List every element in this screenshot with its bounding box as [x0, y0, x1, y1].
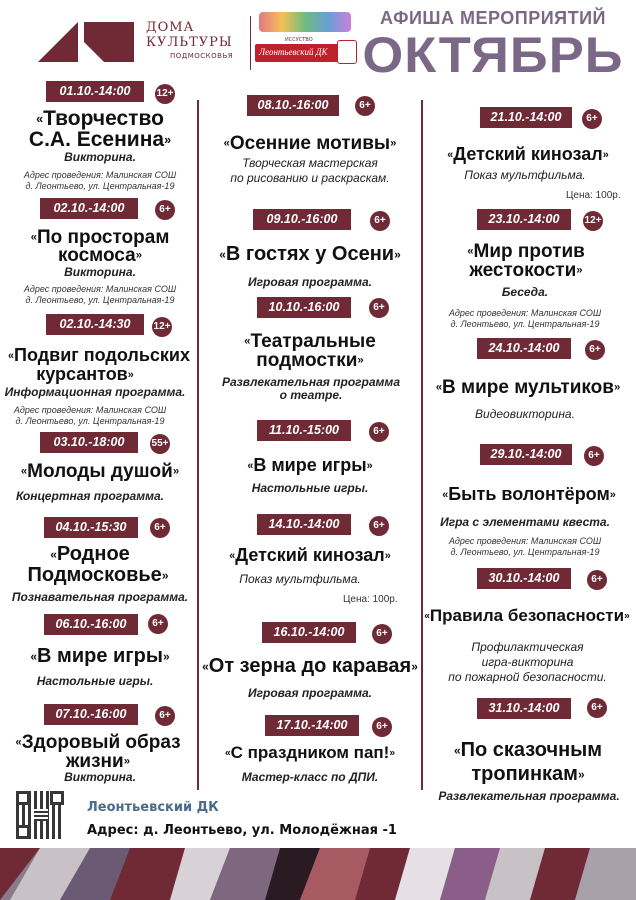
event-address-line2: д. Леонтьево, ул. Центральная-19: [25, 181, 175, 191]
footer-venue: Леонтьевский ДК: [87, 800, 219, 815]
age-rating: 6+: [582, 109, 602, 129]
age-rating: 6+: [369, 298, 389, 318]
footer-address: Адрес: д. Леонтьево, ул. Молодёжная -1: [87, 823, 397, 838]
event-title: «По просторам: [30, 227, 170, 248]
event-title-line2: жизни»: [65, 751, 131, 772]
event-date: 01.10.-14:00: [46, 81, 144, 102]
event-title: «В гостях у Осени»: [219, 243, 401, 265]
age-rating: 6+: [150, 518, 170, 538]
age-rating: 6+: [148, 614, 168, 634]
event-title-line2: подмостки»: [256, 350, 364, 371]
event-title-line2: тропинкам»: [471, 763, 585, 785]
poster-subtitle: АФИША МЕРОПРИЯТИЙ: [380, 8, 606, 28]
event-date: 14.10.-14:00: [257, 514, 351, 535]
age-rating: 6+: [369, 516, 389, 536]
event-date: 03.10.-18:00: [40, 432, 138, 453]
age-rating: 12+: [152, 317, 172, 337]
event-description: Развлекательная программа: [221, 375, 400, 389]
event-description: Творческая мастерская: [242, 156, 378, 170]
event-title: «Осенние мотивы»: [223, 133, 397, 154]
event-date: 17.10.-14:00: [265, 715, 359, 736]
event-address: Адрес проведения: Малинская СОШ: [23, 170, 177, 180]
event-title: «Здоровый образ: [15, 732, 181, 753]
event-description: Информационная программа.: [4, 385, 186, 399]
qr-code-icon[interactable]: [16, 791, 64, 839]
event-title: «Родное: [50, 543, 130, 565]
event-description: Игровая программа.: [247, 275, 373, 289]
event-description: Видеовикторина.: [475, 407, 575, 421]
event-description: Игровая программа.: [247, 686, 373, 700]
header: [0, 0, 636, 86]
event-description: Познавательная программа.: [11, 590, 189, 604]
logo-text-doma: ДОМА: [146, 20, 195, 35]
event-title-line2: курсантов»: [36, 364, 134, 384]
event-date: 24.10.-14:00: [477, 338, 571, 359]
event-title: «В мире игры»: [30, 645, 170, 667]
age-rating: 6+: [155, 706, 175, 726]
logo-text-kultury: КУЛЬТУРЫ: [146, 35, 233, 50]
event-description-line3: по пожарной безопасности.: [448, 670, 607, 684]
event-title: «В мире игры»: [247, 455, 373, 475]
event-date: 10.10.-16:00: [257, 297, 351, 318]
event-description: Викторина.: [64, 265, 136, 279]
event-description-line2: о театре.: [279, 388, 343, 402]
event-title: «В мире мультиков»: [435, 377, 621, 398]
age-rating: 6+: [372, 624, 392, 644]
event-title-line2: С.А. Есенина»: [28, 128, 172, 151]
event-address: Адрес проведения: Малинская СОШ: [448, 308, 602, 318]
event-description: Показ мультфильма.: [239, 572, 361, 586]
event-date: 02.10.-14:30: [46, 314, 144, 335]
logo-text-podmoskovya: ПОДМОСКОВЬЯ: [170, 52, 234, 60]
event-date: 06.10.-16:00: [44, 614, 138, 635]
event-title-line2: жестокости»: [469, 260, 583, 281]
event-address: Адрес проведения: Малинская СОШ: [448, 536, 602, 546]
event-title: «Молоды душой»: [20, 461, 180, 482]
age-rating: 6+: [587, 698, 607, 718]
event-price: Цена: 100р.: [566, 190, 621, 201]
age-rating: 6+: [587, 570, 607, 590]
event-description: Беседа.: [501, 285, 549, 299]
event-address-line2: д. Леонтьево, ул. Центральная-19: [450, 319, 600, 329]
age-rating: 12+: [155, 84, 175, 104]
event-description: Профилактическая: [471, 640, 584, 654]
geometric-pattern-icon: [0, 848, 636, 900]
event-date: 29.10.-14:00: [480, 444, 572, 465]
event-title: «Театральные: [244, 331, 376, 352]
event-title: «Детский кинозал»: [229, 545, 391, 565]
event-title: «Мир против: [467, 241, 585, 262]
event-address: Адрес проведения: Малинская СОШ: [23, 284, 177, 294]
event-description-line2: игра-викторина: [481, 655, 574, 669]
age-rating: 6+: [355, 96, 375, 116]
column-divider-left: [197, 100, 199, 790]
age-rating: 55+: [150, 434, 170, 454]
age-rating: 6+: [372, 717, 392, 737]
leontievsky-dk-badge: [255, 12, 355, 72]
badge-art-strip: [259, 12, 351, 32]
event-address: Адрес проведения: Малинская СОШ: [13, 405, 167, 415]
event-title: «От зерна до каравая»: [202, 655, 418, 677]
badge-top-text: ИССУСТВО: [285, 37, 313, 43]
event-title-line2: Подмосковье»: [27, 564, 169, 586]
event-title: «Подвиг подольских: [8, 345, 190, 365]
event-description: Развлекательная программа.: [438, 789, 620, 803]
event-date: 09.10.-16:00: [253, 209, 351, 230]
event-date: 16.10.-14:00: [262, 622, 356, 643]
event-date: 30.10.-14:00: [477, 568, 571, 589]
poster-month-title: ОКТЯБРЬ: [362, 27, 624, 83]
event-date: 08.10.-16:00: [247, 95, 339, 116]
event-description: Мастер-класс по ДПИ.: [241, 770, 379, 784]
event-description: Показ мультфильма.: [464, 168, 586, 182]
event-description: Настольные игры.: [36, 674, 154, 688]
decorative-band: [0, 848, 636, 900]
event-date: 04.10.-15:30: [44, 517, 138, 538]
age-rating: 6+: [585, 340, 605, 360]
age-rating: 6+: [369, 422, 389, 442]
event-description: Викторина.: [64, 770, 136, 784]
event-title: «Правила безопасности»: [424, 606, 630, 625]
event-title-line2: космоса»: [57, 245, 143, 266]
event-title: «Быть волонтёром»: [442, 484, 616, 504]
event-date: 21.10.-14:00: [480, 107, 572, 128]
age-rating: 6+: [370, 211, 390, 231]
event-title: «По сказочным: [453, 739, 603, 761]
event-title: «Творчество: [36, 107, 164, 130]
event-address-line2: д. Леонтьево, ул. Центральная-19: [450, 547, 600, 557]
event-description: Викторина.: [64, 150, 136, 164]
age-rating: 12+: [583, 211, 603, 231]
event-date: 23.10.-14:00: [477, 209, 571, 230]
event-description: Игра с элементами квеста.: [440, 515, 610, 529]
event-address-line2: д. Леонтьево, ул. Центральная-19: [15, 416, 165, 426]
event-description: Концертная программа.: [16, 489, 164, 503]
event-date: 31.10.-14:00: [477, 698, 571, 719]
age-rating: 6+: [155, 200, 175, 220]
event-price: Цена: 100р.: [343, 594, 398, 605]
badge-name: Леонтьевский ДК: [259, 47, 328, 57]
age-rating: 6+: [584, 446, 604, 466]
event-date: 11.10.-15:00: [257, 420, 351, 441]
event-date: 02.10.-14:00: [40, 198, 138, 219]
event-address-line2: д. Леонтьево, ул. Центральная-19: [25, 295, 175, 305]
logo-divider: [250, 16, 251, 70]
event-title: «Детский кинозал»: [447, 144, 609, 164]
doma-kultury-logo-icon: [38, 18, 134, 64]
event-description-line2: по рисованию и раскраскам.: [230, 171, 390, 185]
event-description: Настольные игры.: [251, 481, 369, 495]
event-date: 07.10.-16:00: [44, 704, 138, 725]
column-divider-right: [421, 100, 423, 790]
event-title: «С праздником пап!»: [224, 743, 395, 762]
